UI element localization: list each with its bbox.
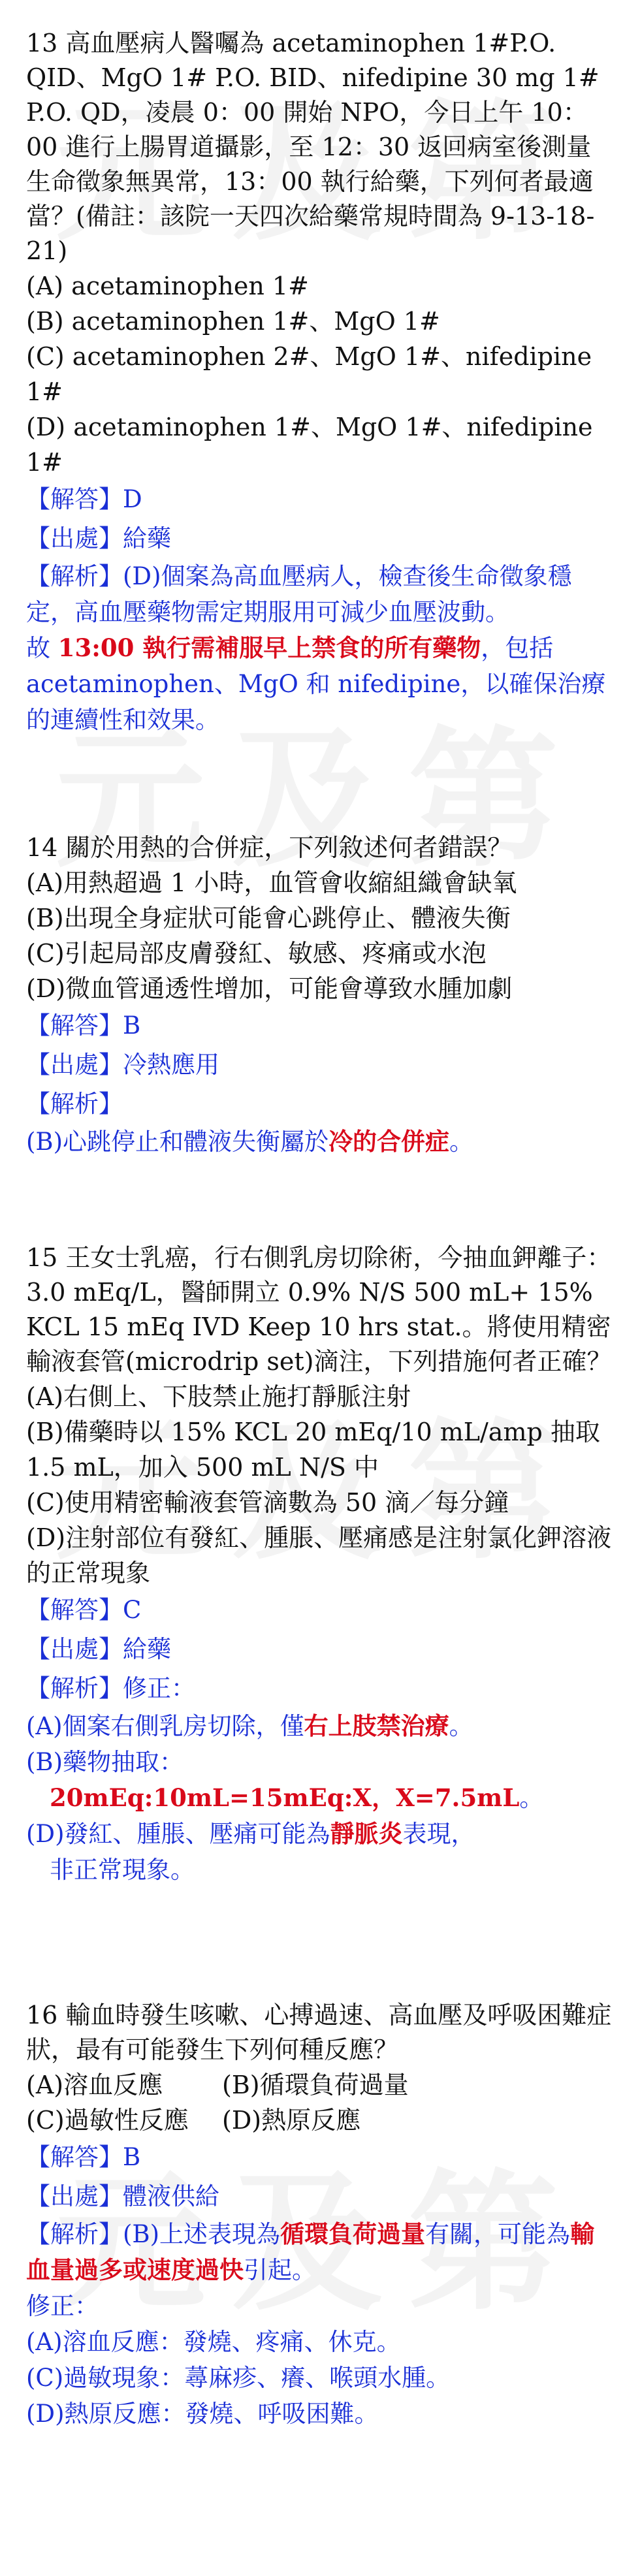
fix-a: (A)個案右側乳房切除，僅右上肢禁治療。 [26, 1711, 473, 1740]
question-16 [26, 1998, 614, 2432]
options-row-1 [26, 2067, 614, 2103]
option-d: (D)微血管通透性增加，可能會導致水腫加劇 [26, 974, 513, 1003]
analysis-label: 【解析】 [26, 1090, 123, 1118]
option-b: (B)出現全身症狀可能會心跳停止、體液失衡 [26, 904, 511, 932]
fix-d-cont: 非正常現象。 [50, 1856, 195, 1884]
option-c: (C)使用精密輸液套管滴數為 50 滴／每分鐘 [26, 1488, 509, 1517]
options-row-2 [26, 2103, 614, 2138]
option-d: (D)注射部位有發紅、腫脹、壓痛感是注射氯化鉀溶液的正常現象 [26, 1523, 612, 1587]
option-c: (C) acetaminophen 2#、MgO 1#、nifedipine 1# [26, 342, 592, 406]
source-label: 【出處】冷熱應用 [26, 1051, 219, 1079]
question-stem: 14 關於用熱的合併症，下列敘述何者錯誤？ [26, 833, 513, 862]
answer-label: 【解答】D [26, 485, 142, 513]
option-c: (C)引起局部皮膚發紅、敏感、疼痛或水泡 [26, 939, 487, 968]
question-13 [26, 26, 614, 738]
fix-b-calc: 20mEq:10mL=15mEq:X，X=7.5mL。 [50, 1783, 544, 1812]
fix-d: (D)熱原反應：發燒、呼吸困難。 [26, 2400, 379, 2428]
fix-c: (C)過敏現象：蕁麻疹、癢、喉頭水腫。 [26, 2364, 451, 2392]
analysis-text: (B)心跳停止和體液失衡屬於冷的合併症。 [26, 1127, 474, 1156]
question-stem: 15 王女士乳癌，行右側乳房切除術，今抽血鉀離子：3.0 mEq/L，醫師開立 0.9% N/S 500 mL+ 15% KCL 15 mEq IVD Keep 10 hrs stat.。將使用精密輸液套管(microdrip set)滴注，下列措施何者正確？ [26, 1243, 612, 1376]
option-d: (D) acetaminophen 1#、MgO 1#、nifedipine 1# [26, 413, 593, 477]
option-b: (B)備藥時以 15% KCL 20 mEq/10 mL/amp 抽取 1.5 mL，加入 500 mL N/S 中 [26, 1418, 600, 1482]
fix-b: (B)藥物抽取： [26, 1748, 184, 1776]
answer-label: 【解答】B [26, 2143, 141, 2171]
option-d: (D)熱原反應 [222, 2106, 361, 2135]
analysis-note: 故 13:00 執行需補服早上禁食的所有藥物，包括 acetaminophen、MgO 和 nifedipine，以確保治療的連續性和效果。 [26, 633, 606, 734]
fix-a: (A)溶血反應：發燒、疼痛、休克。 [26, 2328, 401, 2356]
question-stem: 16 輸血時發生咳嗽、心搏過速、高血壓及呼吸困難症狀，最有可能發生下列何種反應？ [26, 2001, 612, 2064]
option-a: (A)右側上、下肢禁止施打靜脈注射 [26, 1382, 411, 1411]
source-label: 【出處】給藥 [26, 1635, 171, 1663]
fix-d: (D)發紅、腫脹、壓痛可能為靜脈炎表現， [26, 1819, 475, 1848]
analysis-label: 【解析】修正： [26, 1674, 195, 1702]
option-a: (A)用熱超過 1 小時，血管會收縮組織會缺氧 [26, 868, 517, 897]
question-15 [26, 1241, 614, 1888]
option-b: (B) acetaminophen 1#、MgO 1# [26, 307, 440, 336]
analysis-text: 【解析】(B)上述表現為循環負荷過量有關，可能為輸血量過多或速度過快引起。 [26, 2219, 595, 2284]
source-label: 【出處】給藥 [26, 524, 171, 552]
answer-label: 【解答】C [26, 1596, 142, 1624]
option-a: (A)溶血反應 [26, 2071, 163, 2099]
question-14 [26, 831, 614, 1160]
answer-label: 【解答】B [26, 1011, 141, 1040]
option-c: (C)過敏性反應 [26, 2106, 189, 2135]
fix-label: 修正： [26, 2292, 99, 2320]
option-b: (B)循環負荷過量 [222, 2071, 409, 2099]
question-stem: 13 高血壓病人醫囑為 acetaminophen 1#P.O. QID、MgO 1# P.O. BID、nifedipine 30 mg 1# P.O. QD，凌晨 0：00 開始 NPO，今日上午 10：00 進行上腸胃道攝影，至 12：30 返回病室後測量生命徵象無異常，13：00 執行給藥，下列何者最適當？(備註：該院一天四次給藥常規時間為 9-13-18-21) [26, 29, 600, 265]
option-a: (A) acetaminophen 1# [26, 272, 309, 300]
analysis-text: 【解析】(D)個案為高血壓病人，檢查後生命徵象穩定，高血壓藥物需定期服用可減少血壓波動。 [26, 562, 572, 626]
source-label: 【出處】體液供給 [26, 2182, 219, 2210]
